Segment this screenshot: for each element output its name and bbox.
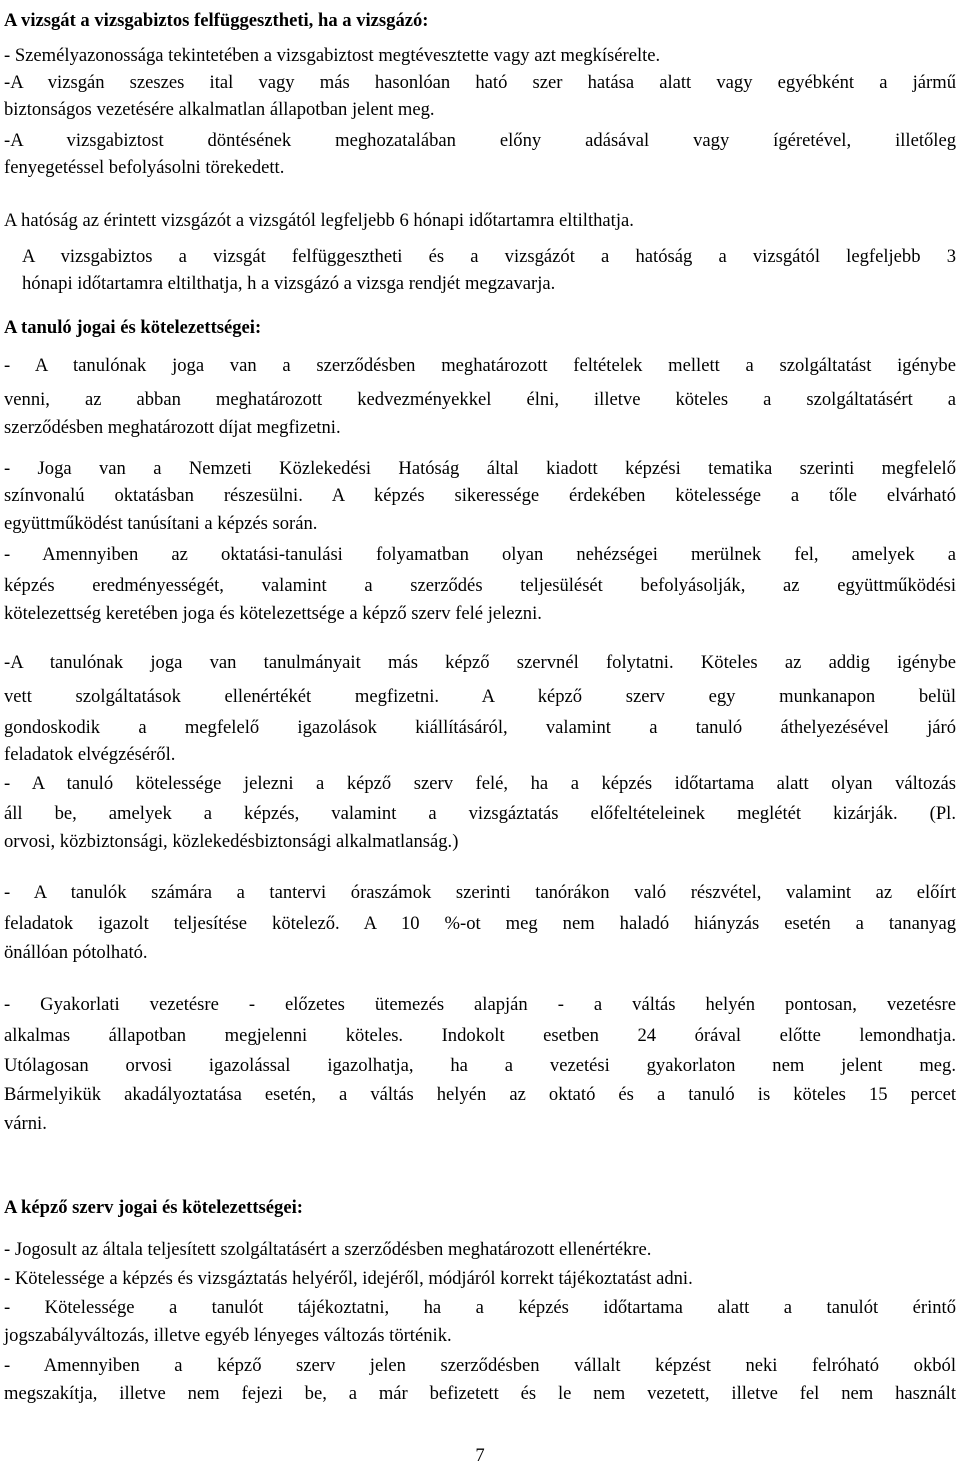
training-org-line: jogszabályváltozás, illetve egyéb lényeges változás történik. <box>4 1325 452 1346</box>
student-line: feladatok igazolt teljesítése kötelező. A 10 %-ot meg nem haladó hiányzás esetén a tananyag <box>4 913 956 934</box>
student-line: - Gyakorlati vezetésre - előzetes ütemezés alapján - a váltás helyén pontosan, vezetésre <box>4 994 956 1015</box>
section-heading-student: A tanuló jogai és kötelezettségei: <box>4 317 262 338</box>
suspension-item-influence: -A vizsgabiztost döntésének meghozatalában előny adásával vagy ígéretével, illetőleg <box>4 130 956 151</box>
student-line: képzés eredményességét, valamint a szerződés teljesülését befolyásolják, az együttműködési <box>4 575 956 596</box>
student-line: - Joga van a Nemzeti Közlekedési Hatóság által kiadott képzési tematika szerinti megfelelő <box>4 458 956 479</box>
student-line: vett szolgáltatások ellenértékét megfizetni. A képző szerv egy munkanapon belül <box>4 686 956 707</box>
student-line: áll be, amelyek a képzés, valamint a vizsgáztatás előfeltételeinek meglétét kizárják. (Pl. <box>4 803 956 824</box>
student-line: kötelezettség keretében joga és kötelezettsége a képző szerv felé jelezni. <box>4 603 542 624</box>
student-line: Utólagosan orvosi igazolással igazolhatja, ha a vezetési gyakorlaton nem jelent meg. <box>4 1055 956 1076</box>
section-heading-suspension: A vizsgát a vizsgabiztos felfüggesztheti, ha a vizsgázó: <box>4 10 429 31</box>
page-number: 7 <box>475 1445 485 1466</box>
examiner-suspension-paragraph-cont: hónapi időtartamra eltilthatja, h a vizsgázó a vizsga rendjét megzavarja. <box>22 273 556 294</box>
student-line: várni. <box>4 1113 47 1134</box>
student-line: - A tanulók számára a tantervi óraszámok szerinti tanórákon való részvétel, valamint az előírt <box>4 882 956 903</box>
training-org-line: - Kötelessége a tanulót tájékoztatni, ha a képzés időtartama alatt a tanulót érintő <box>4 1297 956 1318</box>
training-org-line: megszakítja, illetve nem fejezi be, a már befizetett és le nem vezetett, illetve fel nem használt <box>4 1383 956 1404</box>
suspension-item-intoxication: -A vizsgán szeszes ital vagy más hasonlóan ható szer hatása alatt vagy egyébként a jármű <box>4 72 956 93</box>
student-line: - A tanulónak joga van a szerződésben meghatározott feltételek mellett a szolgáltatást igénybe <box>4 355 956 376</box>
suspension-item-intoxication-cont: biztonságos vezetésére alkalmatlan állapotban jelent meg. <box>4 99 435 120</box>
training-org-line: - Amennyiben a képző szerv jelen szerződésben vállalt képzést neki felróható okból <box>4 1355 956 1376</box>
student-line: -A tanulónak joga van tanulmányait más képző szervnél folytatni. Köteles az addig igénybe <box>4 652 956 673</box>
student-line: Bármelyikük akadályoztatása esetén, a váltás helyén az oktató és a tanuló is köteles 15 percet <box>4 1084 956 1105</box>
student-line: orvosi, közbiztonsági, közlekedésbiztonsági alkalmatlanság.) <box>4 831 459 852</box>
student-line: venni, az abban meghatározott kedvezményekkel élni, illetve köteles a szolgáltatásért a <box>4 389 956 410</box>
suspension-item-influence-cont: fenyegetéssel befolyásolni törekedett. <box>4 157 285 178</box>
student-line: együttműködést tanúsítani a képzés során. <box>4 513 318 534</box>
section-heading-training-org: A képző szerv jogai és kötelezettségei: <box>4 1197 303 1218</box>
student-line: színvonalú oktatásban részesülni. A képzés sikeressége érdekében kötelessége a tőle elvárható <box>4 485 956 506</box>
student-line: feladatok elvégzéséről. <box>4 744 176 765</box>
student-line: önállóan pótolható. <box>4 942 148 963</box>
suspension-item-identity: - Személyazonossága tekintetében a vizsgabiztost megtévesztette vagy azt megkísérelte. <box>4 45 661 66</box>
student-line: - A tanuló kötelessége jelezni a képző szerv felé, ha a képzés időtartama alatt olyan változás <box>4 773 956 794</box>
student-line: alkalmas állapotban megjelenni köteles. Indokolt esetben 24 órával előtte lemondhatja. <box>4 1025 956 1046</box>
student-line: - Amennyiben az oktatási-tanulási folyamatban olyan nehézségei merülnek fel, amelyek a <box>4 544 956 565</box>
authority-ban-paragraph: A hatóság az érintett vizsgázót a vizsgától legfeljebb 6 hónapi időtartamra eltilthatja. <box>4 210 634 231</box>
student-line: szerződésben meghatározott díjat megfizetni. <box>4 417 341 438</box>
training-org-line: - Jogosult az általa teljesített szolgáltatásért a szerződésben meghatározott ellenértékre. <box>4 1239 652 1260</box>
examiner-suspension-paragraph: A vizsgabiztos a vizsgát felfüggesztheti és a vizsgázót a hatóság a vizsgától legfeljebb 3 <box>22 246 956 267</box>
training-org-line: - Kötelessége a képzés és vizsgáztatás helyéről, idejéről, módjáról korrekt tájékoztatást adni. <box>4 1268 693 1289</box>
student-line: gondoskodik a megfelelő igazolások kiállításáról, valamint a tanuló áthelyezésével járó <box>4 717 956 738</box>
